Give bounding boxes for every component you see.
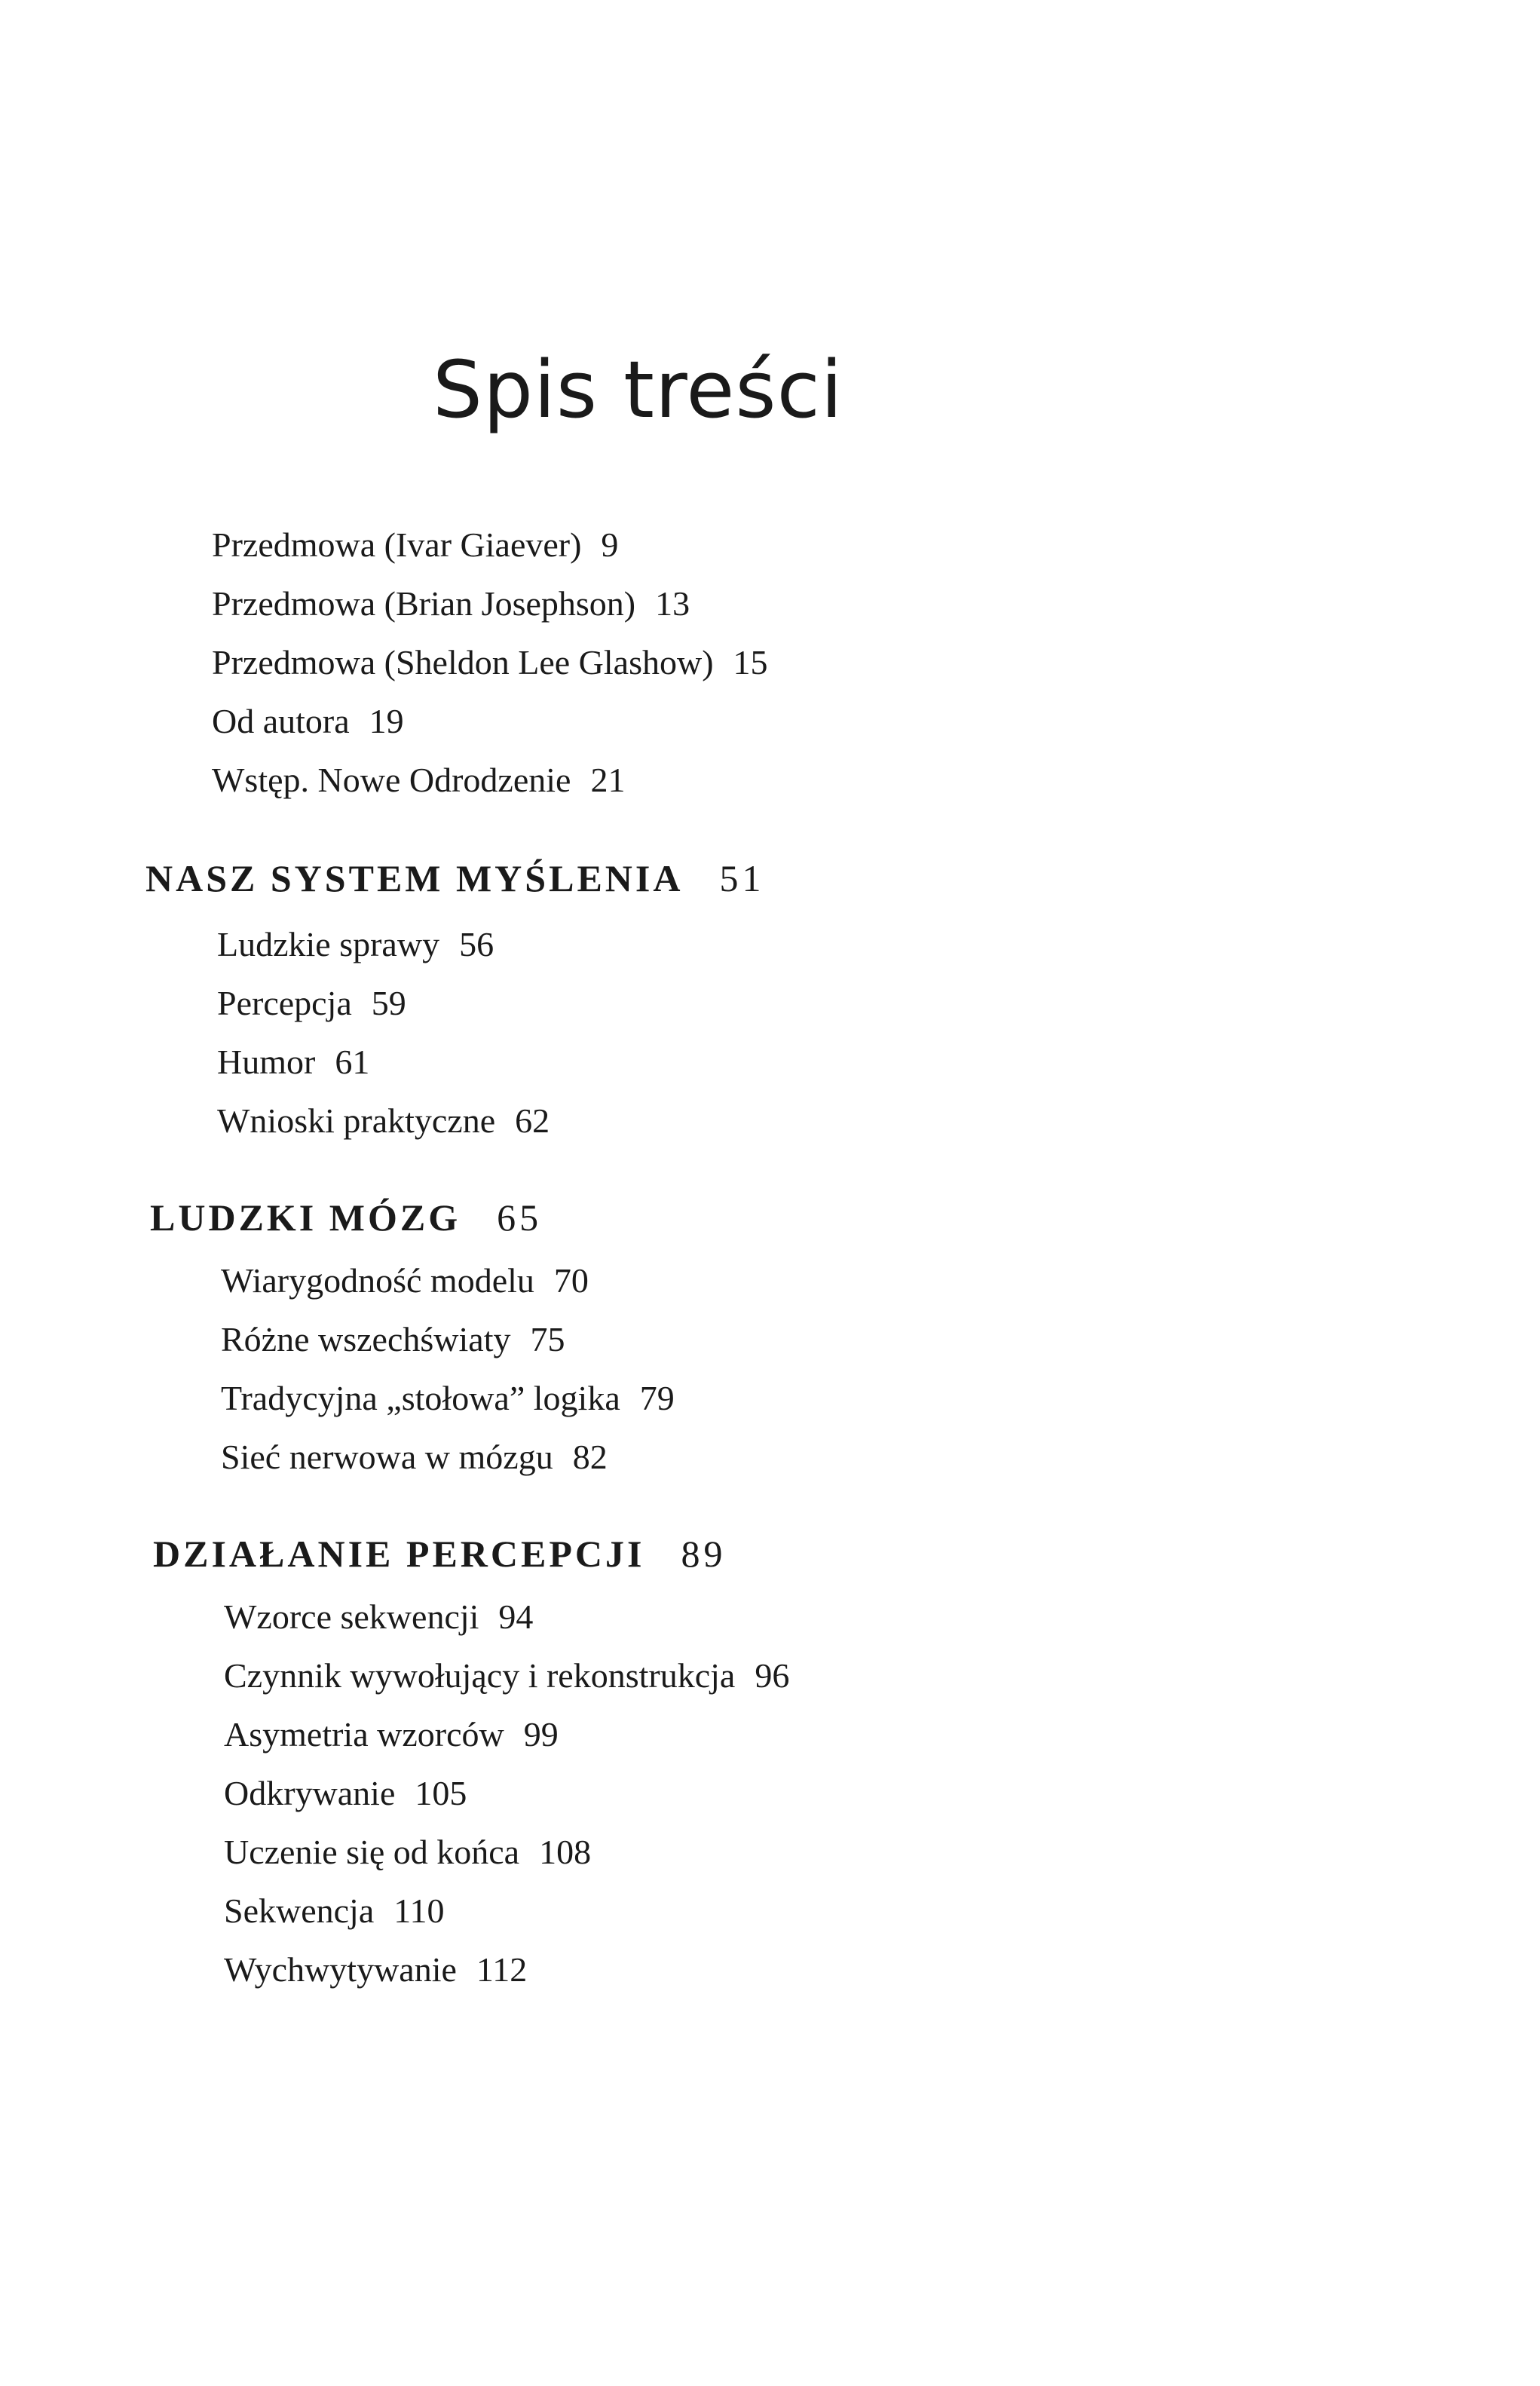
toc-entry-label: Przedmowa (Brian Josephson) <box>212 584 636 623</box>
toc-entry <box>212 584 690 623</box>
toc-entry-page: 99 <box>523 1715 559 1754</box>
section-heading-page: 89 <box>681 1533 727 1575</box>
toc-entry-label: Wzorce sekwencji <box>224 1597 479 1636</box>
toc-entry <box>212 704 404 739</box>
toc-entry-label: Sekwencja <box>224 1891 375 1930</box>
toc-entry-page: 61 <box>335 1043 370 1081</box>
toc-entry <box>217 986 406 1021</box>
toc-entry-page: 21 <box>590 761 626 799</box>
toc-entry-page: 82 <box>572 1438 608 1476</box>
toc-entry <box>224 1950 528 1989</box>
toc-entry <box>212 525 619 564</box>
toc-entry-page: 105 <box>415 1774 467 1812</box>
toc-entry-label: Czynnik wywołujący i rekonstrukcja <box>224 1656 736 1695</box>
section-heading <box>150 1196 543 1239</box>
toc-entry <box>221 1322 565 1357</box>
toc-entry <box>217 927 494 962</box>
toc-entry-page: 62 <box>515 1101 550 1140</box>
toc-entry <box>212 645 768 680</box>
toc-entry-label: Tradycyjna „stołowa” logika <box>221 1379 620 1417</box>
toc-entry-label: Asymetria wzorców <box>224 1715 504 1754</box>
toc-entry <box>217 1045 369 1080</box>
toc-entry-page: 59 <box>371 984 406 1022</box>
toc-entry-page: 108 <box>539 1833 592 1871</box>
toc-entry <box>217 1101 550 1140</box>
toc-entry-page: 9 <box>601 525 619 564</box>
toc-entry <box>224 1656 790 1695</box>
toc-entry-page: 75 <box>530 1320 565 1358</box>
toc-entry-label: Wiarygodność modelu <box>221 1261 534 1300</box>
toc-entry-page: 13 <box>655 584 690 623</box>
toc-entry-page: 112 <box>476 1950 528 1989</box>
page-title: Spis treści <box>433 343 843 436</box>
toc-entry-page: 96 <box>755 1656 790 1695</box>
toc-entry-label: Wstęp. Nowe Odrodzenie <box>212 761 571 799</box>
toc-entry-page: 19 <box>369 702 404 740</box>
section-heading-label: DZIAŁANIE PERCEPCJI <box>153 1533 645 1575</box>
toc-entry-label: Przedmowa (Ivar Giaever) <box>212 525 582 564</box>
toc-entry-page: 70 <box>553 1261 589 1300</box>
toc-entry-page: 110 <box>393 1891 445 1930</box>
toc-entry-label: Humor <box>217 1043 316 1081</box>
toc-entry-label: Ludzkie sprawy <box>217 925 440 963</box>
toc-entry-label: Odkrywanie <box>224 1774 396 1812</box>
section-heading-page: 51 <box>719 857 765 899</box>
toc-entry-page: 15 <box>733 643 768 681</box>
section-heading-label: LUDZKI MÓZG <box>150 1196 461 1239</box>
toc-entry <box>221 1381 675 1416</box>
toc-entry-label: Przedmowa (Sheldon Lee Glashow) <box>212 643 714 681</box>
section-heading <box>145 859 764 897</box>
section-heading-page: 65 <box>497 1196 543 1239</box>
section-heading <box>153 1535 726 1573</box>
section-heading-label: NASZ SYSTEM MYŚLENIA <box>145 857 684 899</box>
toc-entry <box>221 1263 589 1298</box>
toc-entry-page: 94 <box>498 1597 534 1636</box>
toc-entry-label: Od autora <box>212 702 350 740</box>
toc-entry <box>224 1597 534 1636</box>
toc-entry-label: Uczenie się od końca <box>224 1833 520 1871</box>
toc-entry-page: 79 <box>639 1379 675 1417</box>
toc-entry-label: Wychwytywanie <box>224 1950 457 1989</box>
toc-entry <box>224 1891 445 1930</box>
toc-entry <box>212 763 625 798</box>
toc-entry <box>224 1835 591 1870</box>
toc-entry-page: 56 <box>459 925 494 963</box>
toc-entry-label: Wnioski praktyczne <box>217 1101 496 1140</box>
toc-entry <box>224 1776 467 1811</box>
toc-entry <box>221 1440 608 1475</box>
toc-entry-label: Różne wszechświaty <box>221 1320 511 1358</box>
toc-entry-label: Percepcja <box>217 984 352 1022</box>
toc-entry <box>224 1717 559 1752</box>
toc-entry-label: Sieć nerwowa w mózgu <box>221 1438 553 1476</box>
